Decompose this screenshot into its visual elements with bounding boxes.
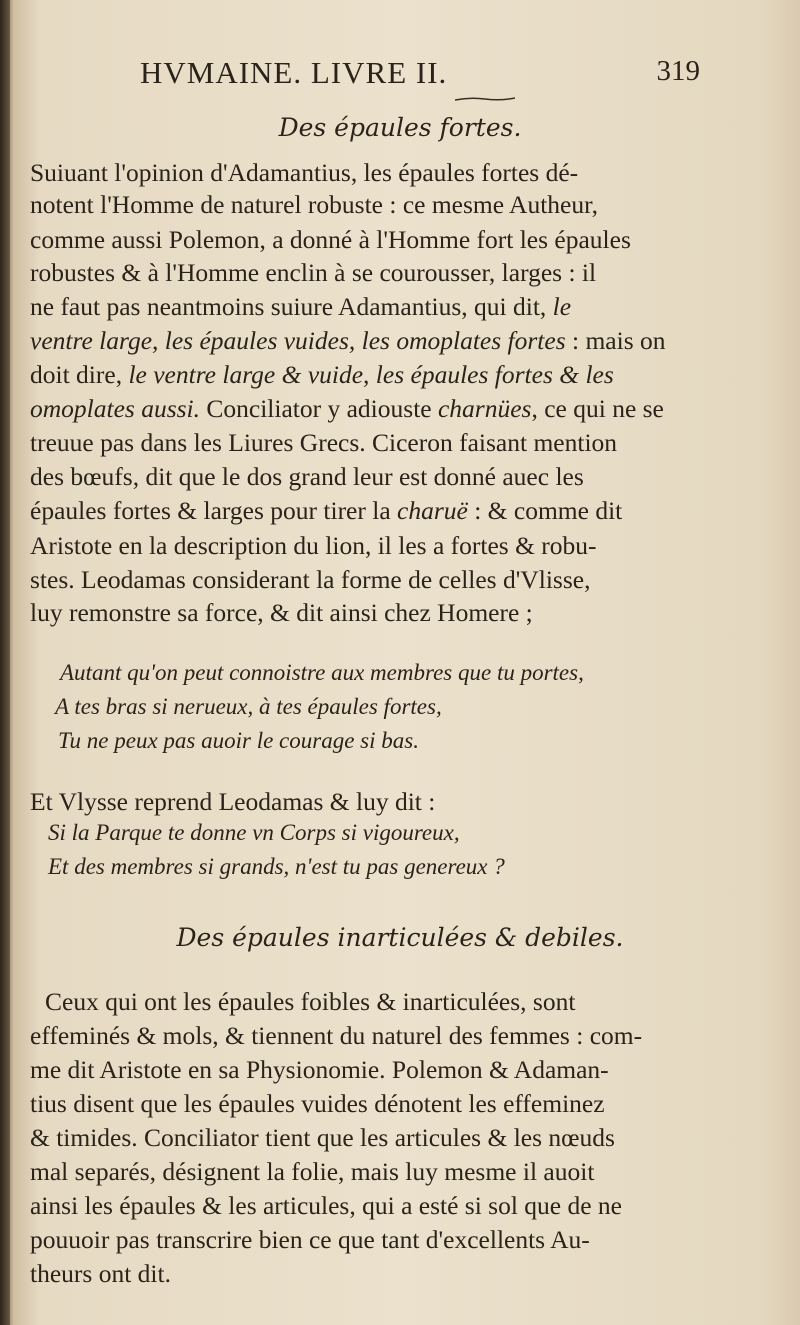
text-line [30,326,666,356]
binding-gutter [0,0,10,1325]
text-run: le [552,292,572,321]
text-run: Conciliator y adiouste [200,394,438,423]
text-run: des bœufs, dit que le dos grand leur est donné auec les [30,462,584,491]
text-line [30,190,598,220]
text-run: notent l'Homme de naturel robuste : ce mesme Autheur, [30,190,598,219]
verse-line: Tu ne peux pas auoir le courage si bas. [58,728,419,753]
text-line [30,158,578,188]
text-run: treuue pas dans les Liures Grecs. Ciceron faisant mention [30,428,618,457]
text-line: me dit Aristote en sa Physionomie. Polemon & Adaman- [30,1055,609,1084]
text-line [30,496,622,526]
section-heading-weak-shoulders: Des épaules inarticulées & debiles. [176,923,624,952]
section-heading-strong-shoulders: Des épaules fortes. [278,113,522,142]
text-run: épaules fortes & larges pour tirer la [30,496,398,525]
text-line: tius disent que les épaules vuides dénotent les effeminez [30,1089,605,1118]
text-line: effeminés & mols, & tiennent du naturel des femmes : com- [30,1021,643,1050]
text-run: , ce qui ne se [531,394,664,423]
text-line: Ceux qui ont les épaules foibles & inarticulées, sont [45,987,576,1016]
header-ornament [455,96,515,102]
text-run: charuë [397,496,468,525]
text-run: doit dire, [30,360,129,389]
text-run: charnües [437,394,532,423]
text-line: mal separés, désignent la folie, mais luy mesme il auoit [30,1157,595,1186]
text-line [30,462,584,492]
text-run: ne faut pas neantmoins suiure Adamantius, qui dit, [30,292,553,321]
verse-line: Autant qu'on peut connoistre aux membres que tu portes, [60,660,584,685]
text-line: theurs ont dit. [30,1259,171,1288]
text-line [30,360,614,390]
page-number: 319 [656,55,700,87]
page-header [140,55,700,95]
text-line [30,225,631,255]
text-line [30,598,533,628]
text-run: stes. Leodamas considerant la forme de celles d'Vlisse, [30,565,591,594]
text-run: Suiuant l'opinion d'Adamantius, les épaules fortes dé- [30,158,579,187]
text-run: : mais on [565,326,666,355]
running-head: HVMAINE. LIVRE II. [140,55,448,90]
text-line [30,292,571,322]
verse-line: Et des membres si grands, n'est tu pas genereux ? [48,854,505,879]
verse-line: A tes bras si nerueux, à tes épaules fortes, [55,694,442,719]
text-run: Aristote en la description du lion, il les a fortes & robu- [30,531,597,560]
text-run: comme aussi Polemon, a donné à l'Homme fort les épaules [30,225,631,254]
text-line [30,258,596,288]
text-line: & timides. Conciliator tient que les articules & les nœuds [30,1123,615,1152]
text-line [30,531,597,561]
text-line [30,428,617,458]
text-run: le ventre large & vuide, les épaules fortes & les [128,360,614,389]
verse-line: Si la Parque te donne vn Corps si vigoureux, [48,820,460,845]
text-run: robustes & à l'Homme enclin à se courousser, larges : il [30,258,597,287]
text-line: ainsi les épaules & les articules, qui a esté si sol que de ne [30,1191,623,1220]
text-run: : & comme dit [467,496,623,525]
text-line [30,565,590,595]
text-run: luy remonstre sa force, & dit ainsi chez Homere ; [30,598,533,627]
text-run: omoplates aussi. [30,394,201,423]
text-line [30,394,664,424]
verse-intro-line: Et Vlysse reprend Leodamas & luy dit : [30,787,436,816]
text-run: ventre large, les épaules vuides, les omoplates fortes [30,326,566,355]
text-line: pouuoir pas transcrire bien ce que tant d'excellents Au- [30,1225,590,1254]
